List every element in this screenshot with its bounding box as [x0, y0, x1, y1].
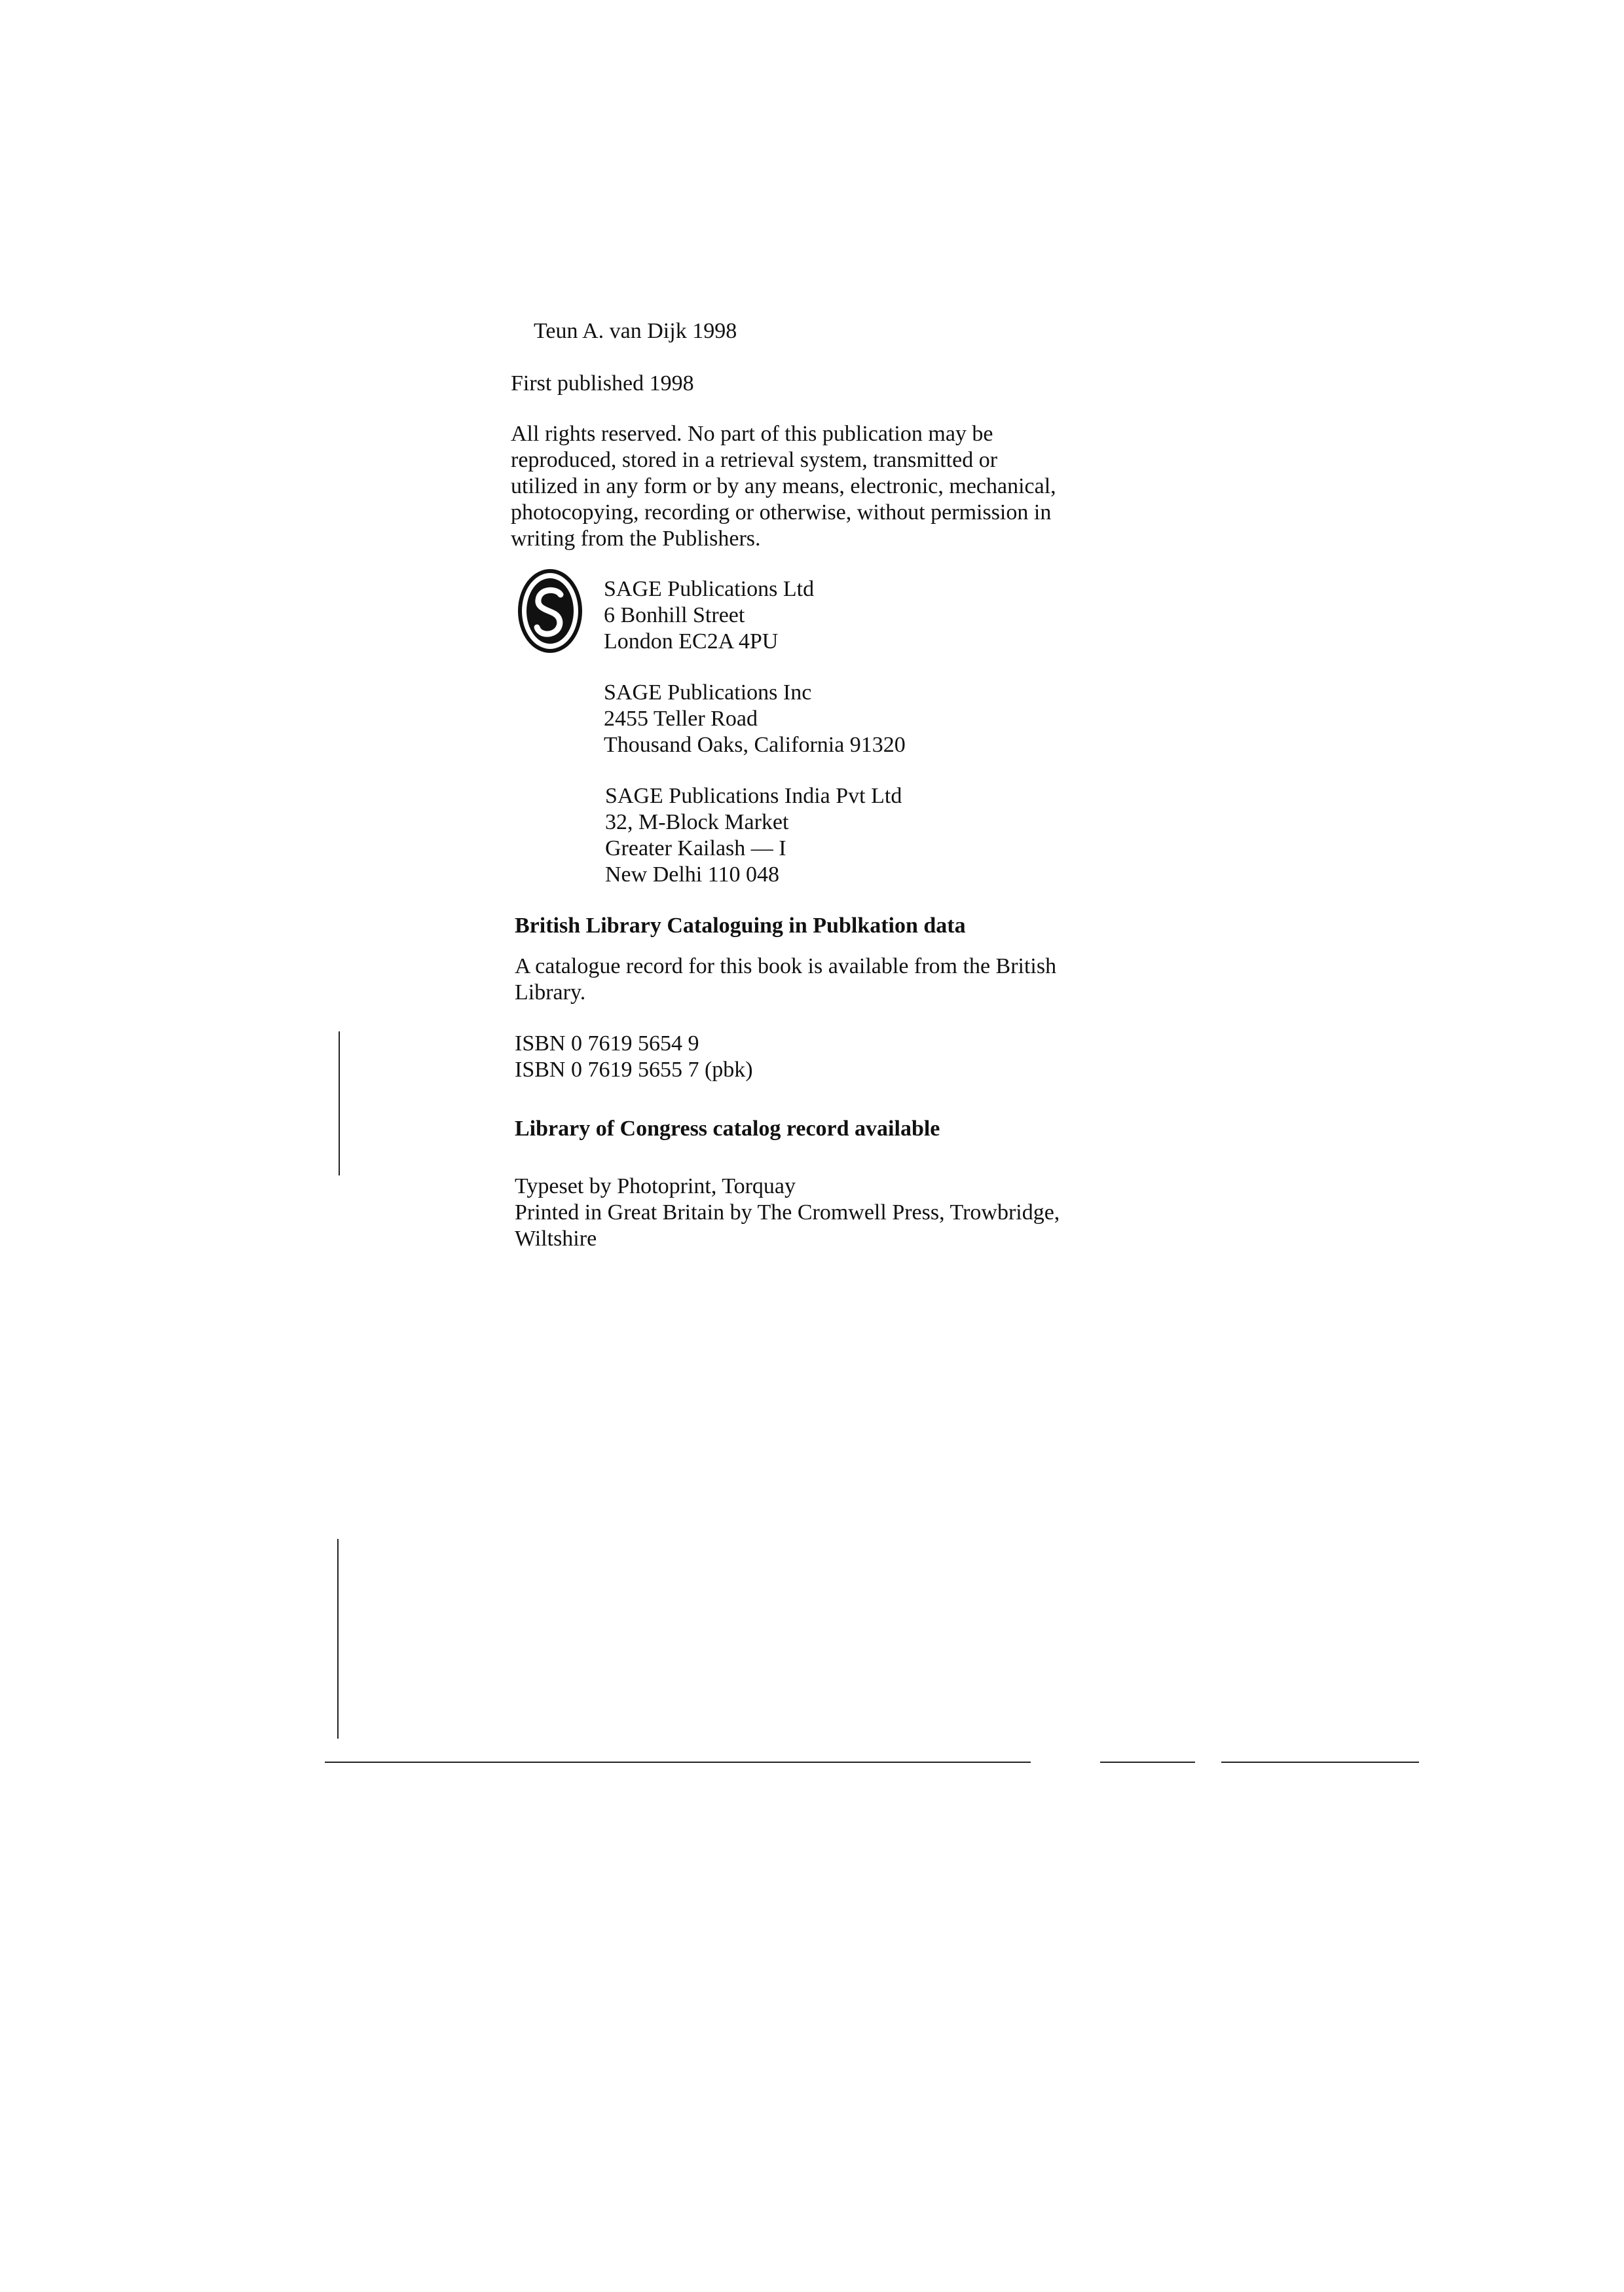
isbn-line: ISBN 0 7619 5654 9	[515, 1031, 699, 1056]
copyright-line: Teun A. van Dijk 1998	[534, 319, 737, 343]
first-published: First published 1998	[511, 371, 694, 396]
printer-line: Printed in Great Britain by The Cromwell Press, Trowbridge,	[515, 1200, 1060, 1225]
rights-line: photocopying, recording or otherwise, without permission in	[511, 500, 1052, 525]
isbn-line: ISBN 0 7619 5655 7 (pbk)	[515, 1058, 753, 1082]
publisher-uk-address	[604, 576, 814, 655]
address-line: SAGE Publications Ltd	[604, 577, 815, 601]
rights-statement	[511, 421, 1056, 552]
rights-line: writing from the Publishers.	[511, 527, 761, 551]
bottom-rule-short	[1100, 1762, 1195, 1763]
rights-line: All rights reserved. No part of this publication may be	[511, 422, 993, 446]
address-line: SAGE Publications India Pvt Ltd	[605, 784, 902, 808]
isbn-block	[515, 1031, 753, 1083]
bl-record-text	[515, 953, 1056, 1006]
address-line: 6 Bonhill Street	[604, 603, 745, 627]
address-line: London EC2A 4PU	[604, 629, 779, 654]
address-line: SAGE Publications Inc	[604, 680, 812, 705]
publisher-india-address	[605, 783, 902, 888]
rights-line: reproduced, stored in a retrieval system, transmitted or	[511, 448, 998, 472]
rights-line: utilized in any form or by any means, electronic, mechanical,	[511, 474, 1056, 498]
margin-rule-upper	[339, 1031, 340, 1175]
address-line: Thousand Oaks, California 91320	[604, 733, 906, 757]
printer-line: Wiltshire	[515, 1227, 597, 1251]
printer-info	[515, 1174, 1060, 1252]
bl-cataloguing-heading: British Library Cataloguing in Publkation data	[515, 914, 966, 938]
bl-record-line: Library.	[515, 980, 586, 1005]
address-line: 32, M-Block Market	[605, 810, 789, 834]
publisher-us-address	[604, 680, 906, 758]
bottom-rule-long	[325, 1762, 1031, 1763]
margin-rule-lower	[337, 1539, 339, 1739]
address-line: 2455 Teller Road	[604, 707, 758, 731]
address-line: New Delhi 110 048	[605, 862, 779, 887]
sage-logo-icon	[517, 568, 583, 654]
bl-record-line: A catalogue record for this book is available from the British	[515, 954, 1057, 978]
printer-line: Typeset by Photoprint, Torquay	[515, 1174, 796, 1198]
bottom-rule-right	[1221, 1762, 1419, 1763]
address-line: Greater Kailash — I	[605, 836, 786, 860]
loc-heading: Library of Congress catalog record available	[515, 1117, 940, 1141]
